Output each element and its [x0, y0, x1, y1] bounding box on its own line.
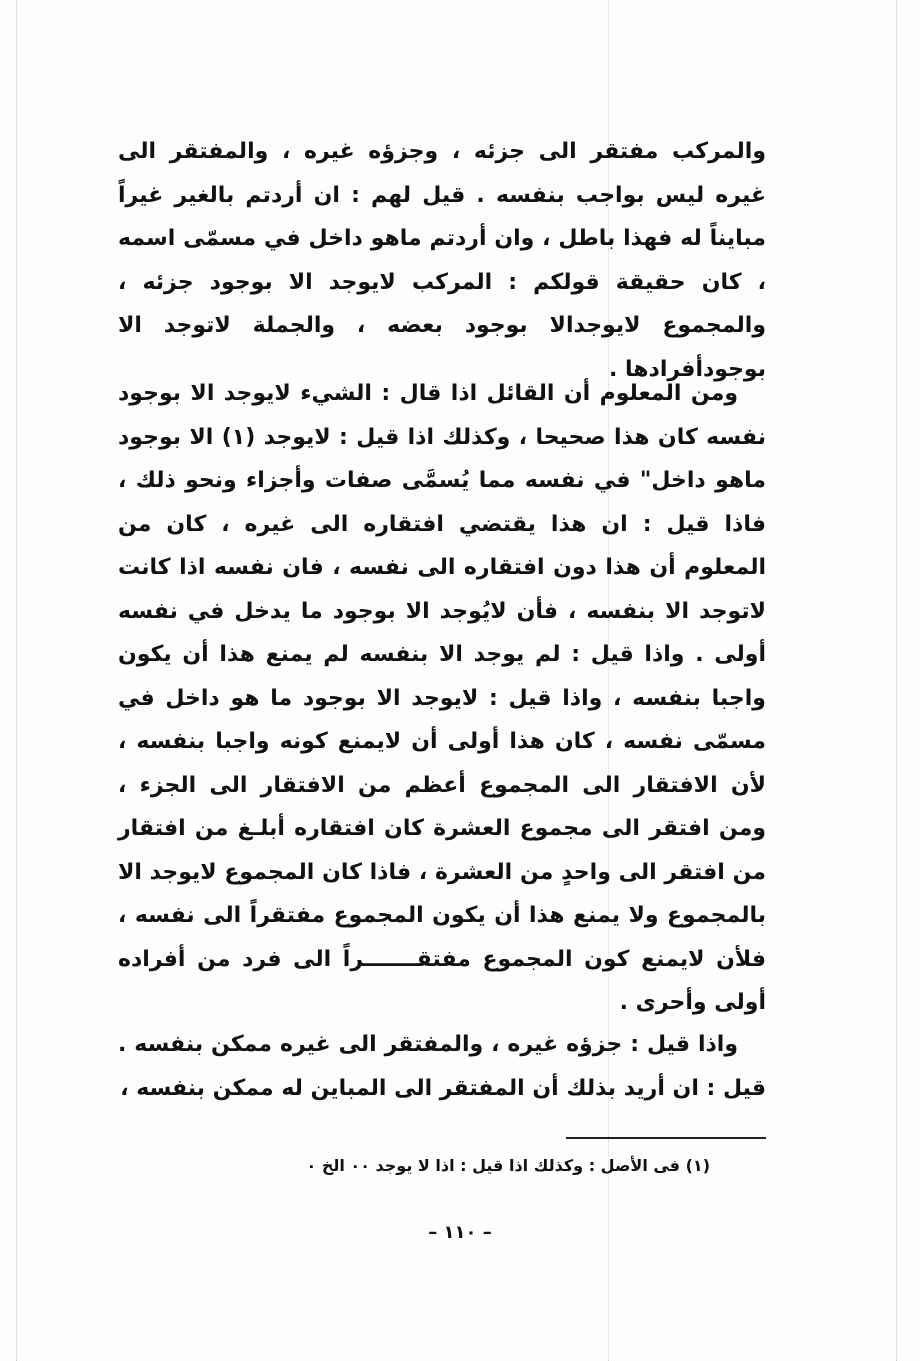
- paragraph-text: واذا قيل : جزؤه غيره ، والمفتقر الى غيره ممكن بنفسه . قيل : ان أريد بذلك أن المفتقر الى المباين له ممكن بنفسه ،: [118, 1032, 766, 1101]
- scan-artifact-line: [16, 0, 17, 1361]
- body-paragraph-3: [118, 1023, 766, 1110]
- page-number: – ١١٠ –: [428, 1222, 492, 1243]
- scan-artifact-line: [896, 0, 897, 1361]
- body-paragraph-1: [118, 130, 766, 391]
- body-paragraph-2: [118, 372, 766, 1025]
- paragraph-text: ومن المعلوم أن القائل اذا قال : الشيء لايوجد الا بوجود نفسه كان هذا صحيحا ، وكذلك اذا قيل : لايوجد (١) الا بوجود ماهو داخل" في نفسه مما يُسمَّى صفات وأجزاء ونحو ذلك ، فاذا قيل : ان هذا يقتضي افتقاره الى غيره ، كان من المعلوم أن هذا دون افتقاره الى نفسه ، فان نفسه اذا كانت لاتوجد الا بنفسه ، فأن لايُوجد الا بوجود ما يدخل في نفسه أولى . واذا قيل : لم يوجد الا بنفسه لم يمنع هذا أن يكون واجبا بنفسه ، واذا قيل : لايوجد الا بوجود ما هو داخل في مسمّى نفسه ، كان هذا أولى أن لايمنع كونه واجبا بنفسه ، لأن الافتقار الى المجموع أعظم من الافتقار الى الجزء ، ومن افتقر الى مجموع العشرة كان افتقاره أبلـغ من افتقار من افتقر الى واحدٍ من العشرة ، فاذا كان المجموع لايوجد الا بالمجموع ولا يمنع هذا أن يكون المجموع مفتقراً الى نفسه ، فلأن لايمنع كون المجموع مفتقـــــــراً الى فرد من أفراده أولى وأحرى .: [118, 381, 766, 1015]
- paragraph-text: والمركب مفتقر الى جزئه ، وجزؤه غيره ، والمفتقر الى غيره ليس بواجب بنفسه . قيل لهم : ان أردتم بالغير غيراً مبايناً له فهذا باطل ، وان أردتم ماهو داخل في مسمّى اسمه ، كان حقيقة قولكم : المركب لايوجد الا بوجود جزئه ، والمجموع لايوجدالا بوجود بعضه ، والجملة لاتوجد الا بوجودأفرادها .: [118, 139, 766, 382]
- footnote-separator: [566, 1137, 766, 1139]
- footnote: (١) فى الأصل : وكذلك اذا قيل : اذا لا يوجد ٠٠ الخ ٠: [306, 1156, 710, 1175]
